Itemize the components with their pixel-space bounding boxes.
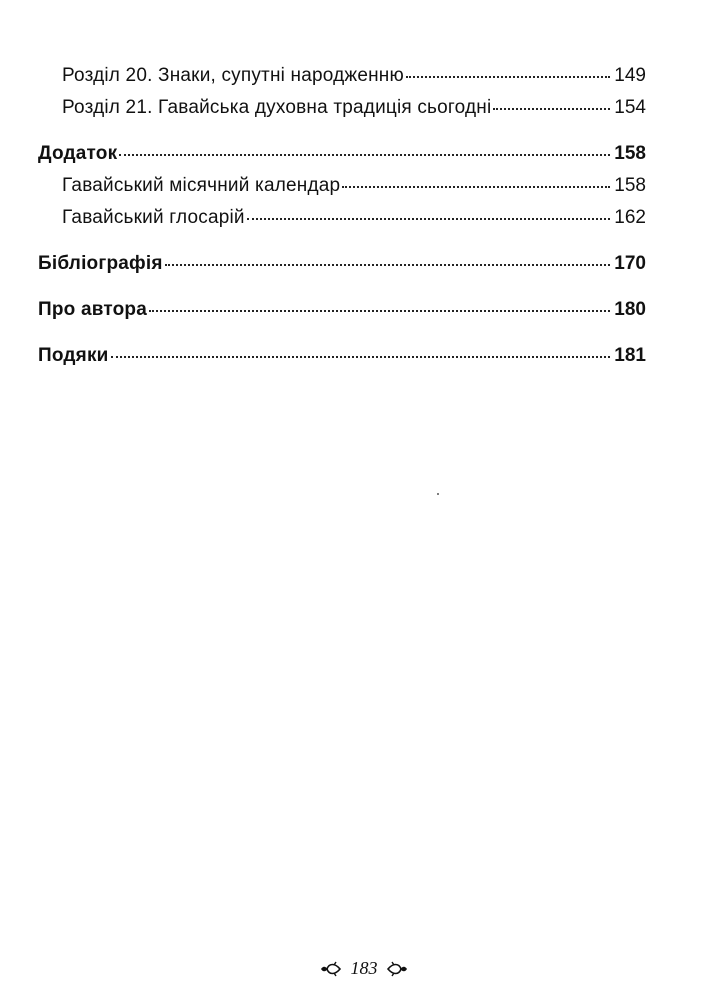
toc-entry-title: Гавайський глосарій — [62, 207, 245, 228]
toc-entry-title: Подяки — [38, 345, 109, 366]
table-of-contents — [38, 60, 646, 372]
left-ornament-icon — [320, 961, 342, 977]
toc-entry-page: 158 — [614, 143, 646, 164]
toc-entry-page: 180 — [614, 299, 646, 320]
toc-entry-chapter-21[interactable] — [38, 92, 646, 124]
dot-leader — [406, 76, 610, 78]
toc-entry-page: 181 — [614, 345, 646, 366]
toc-entry-title: Розділ 21. Гавайська духовна традиція сьогодні — [62, 97, 492, 118]
toc-entry-lunar-calendar[interactable] — [38, 170, 646, 202]
toc-entry-glossary[interactable] — [38, 202, 646, 234]
toc-entry-title: Про автора — [38, 299, 147, 320]
right-ornament-icon — [386, 961, 408, 977]
toc-entry-title: Бібліографія — [38, 253, 163, 274]
toc-entry-page: 162 — [614, 207, 646, 228]
dot-leader — [149, 310, 610, 312]
toc-entry-page: 158 — [614, 175, 646, 196]
toc-entry-title: Гавайський місячний календар — [62, 175, 341, 196]
page-footer — [0, 957, 728, 979]
dot-leader — [493, 108, 610, 110]
toc-entry-acknowledgements[interactable] — [38, 340, 646, 372]
dot-leader — [165, 264, 610, 266]
dot-leader — [119, 154, 610, 156]
toc-entry-about-author[interactable] — [38, 294, 646, 326]
toc-entry-page: 149 — [614, 65, 646, 86]
toc-entry-title: Розділ 20. Знаки, супутні народженню — [62, 65, 404, 86]
toc-entry-page: 170 — [614, 253, 646, 274]
toc-entry-appendix[interactable] — [38, 138, 646, 170]
toc-entry-bibliography[interactable] — [38, 248, 646, 280]
toc-entry-page: 154 — [614, 97, 646, 118]
toc-entry-chapter-20[interactable] — [38, 60, 646, 92]
page-number: 183 — [350, 958, 378, 979]
print-speck — [437, 493, 439, 495]
toc-entry-title: Додаток — [38, 143, 118, 164]
dot-leader — [111, 356, 610, 358]
dot-leader — [342, 186, 610, 188]
dot-leader — [247, 218, 610, 220]
